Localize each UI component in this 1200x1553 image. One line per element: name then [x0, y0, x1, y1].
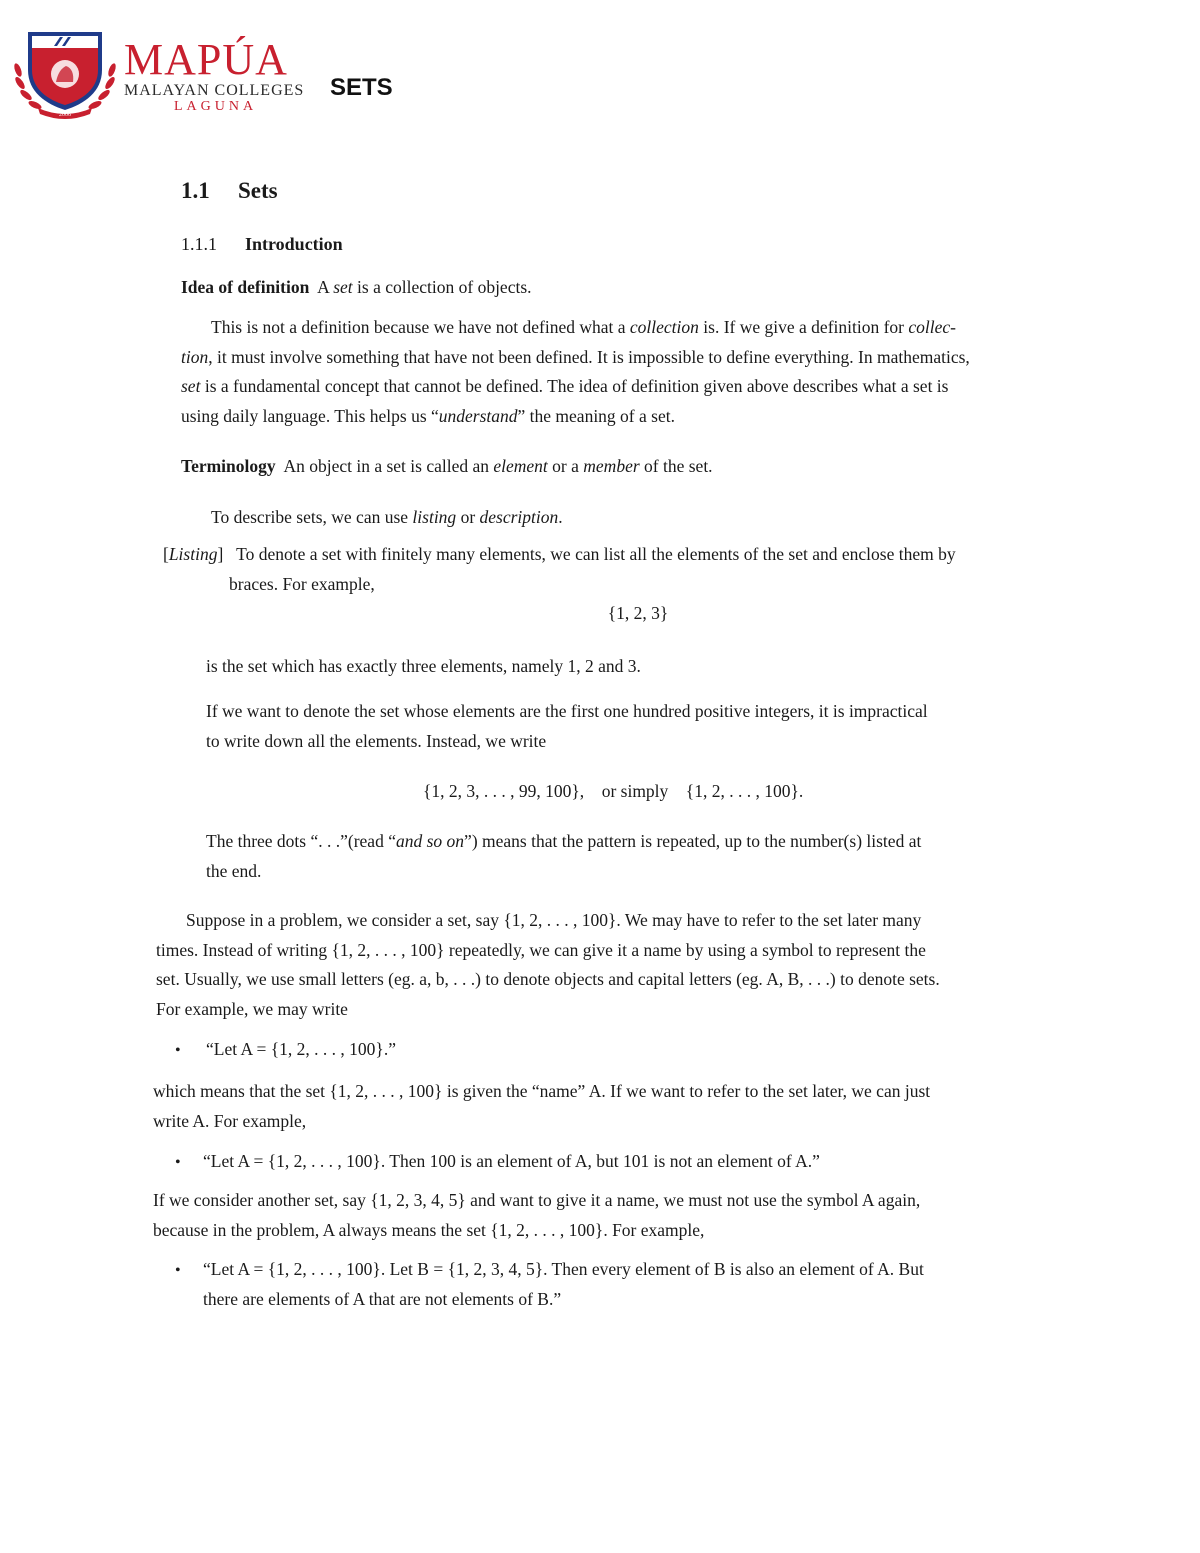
bullet-2-text: “Let A = {1, 2, . . . , 100}. Then 100 is an element of A, but 101 is not an element of A.” [203, 1151, 820, 1171]
describe-sets: To describe sets, we can use listing or description. [211, 507, 563, 527]
bullet-3-line1: “Let A = {1, 2, . . . , 100}. Let B = {1, 2, 3, 4, 5}. Then every element of B is also an element of A. But [203, 1259, 924, 1279]
suppose-line2: times. Instead of writing {1, 2, . . . , 100} repeatedly, we can give it a name by using a symbol to represent the [156, 939, 926, 960]
section-heading [181, 178, 278, 204]
listing-item [163, 540, 1047, 599]
idea-label: Idea of definition [181, 277, 310, 297]
three-dots-line2: the end. [206, 860, 262, 881]
section-number: 1.1 [181, 178, 210, 203]
seal-icon [10, 28, 120, 120]
bullet-3-line2: there are elements of A that are not elements of B.” [203, 1288, 562, 1309]
bullet-glyph: • [175, 1042, 181, 1059]
subsection-number: 1.1.1 [181, 234, 217, 254]
para1-line1: This is not a definition because we have not defined what a collection is. If we give a definition for collec- [211, 317, 956, 337]
suppose-line4: For example, we may write [156, 998, 348, 1019]
another-set-paragraph [153, 1186, 1053, 1245]
listing-line1: [Listing] To denote a set with finitely many elements, we can list all the elements of the set and enclose them by [163, 544, 956, 564]
idea-emphasis: set [333, 277, 353, 297]
which-line1: which means that the set {1, 2, . . . , 100} is given the “name” A. If we want to refer to the set later, we can just [153, 1081, 931, 1101]
bullet-glyph: • [175, 1262, 181, 1279]
bullet-item [175, 1255, 181, 1286]
brand-subtitle: MALAYAN COLLEGES [124, 82, 305, 99]
three-dots-line1: The three dots “. . .”(read “and so on”) means that the pattern is repeated, up to the number(s) listed at [206, 831, 922, 851]
subsection-title: Introduction [245, 234, 343, 254]
another-line1: If we consider another set, say {1, 2, 3, 4, 5} and want to give it a name, we must not use the symbol A again, [153, 1190, 921, 1210]
listing-paragraph-2 [206, 697, 1047, 756]
listing-line2: braces. For example, [229, 573, 375, 594]
idea-of-definition [181, 273, 532, 303]
para1-line2: tion, it must involve something that have not been defined. It is impossible to define everything. In mathematics, [181, 346, 970, 367]
para1-line3: set is a fundamental concept that cannot be defined. The idea of definition given above describes what a set is [181, 376, 949, 396]
formula-set-123: {1, 2, 3} [607, 603, 669, 623]
listing-p2-line1: If we want to denote the set whose elements are the first one hundred positive integers, it is impractical [206, 701, 928, 721]
institution-logo [10, 28, 310, 120]
three-dots-paragraph [206, 827, 1047, 886]
listing-label: Listing [168, 544, 218, 564]
brand-subtitle-campus: LAGUNA [174, 99, 258, 114]
bullet-1-text: “Let A = {1, 2, . . . , 100}.” [206, 1039, 396, 1059]
which-line2: write A. For example, [153, 1110, 307, 1131]
suppose-line3: set. Usually, we use small letters (eg. a, b, . . .) to denote objects and capital letters (eg. A, B, . . .) to denote sets. [156, 969, 940, 989]
terminology-label: Terminology [181, 456, 276, 476]
idea-text-end: is a collection of objects. [352, 277, 532, 297]
brand-wordmark [124, 36, 304, 115]
subsection-heading [181, 234, 343, 255]
para1-line4: using daily language. This helps us “understand” the meaning of a set. [181, 405, 675, 426]
idea-text: A [317, 277, 334, 297]
listing-p2-line2: to write down all the elements. Instead, we write [206, 730, 547, 751]
brand-name: MAPÚA [124, 35, 288, 84]
bullet-item [175, 1035, 181, 1066]
suppose-paragraph [156, 906, 1047, 1024]
bullet-item [175, 1147, 181, 1178]
terminology: Terminology An object in a set is called an element or a member of the set. [181, 456, 713, 476]
suppose-line1: Suppose in a problem, we consider a set, say {1, 2, . . . , 100}. We may have to refer to the set later many [186, 910, 922, 930]
definition-paragraph [181, 313, 1047, 431]
document-title: SETS [330, 74, 393, 101]
which-paragraph [153, 1077, 1053, 1136]
listing-after: is the set which has exactly three elements, namely 1, 2 and 3. [206, 656, 641, 676]
another-line2: because in the problem, A always means the set {1, 2, . . . , 100}. For example, [153, 1219, 705, 1240]
section-title: Sets [238, 178, 278, 203]
bullet-glyph: • [175, 1154, 181, 1171]
bullet-3-text [203, 1255, 1053, 1314]
svg-text:2006: 2006 [59, 112, 71, 118]
formula-set-100: {1, 2, 3, . . . , 99, 100}, or simply {1, 2, . . . , 100}. [423, 781, 804, 801]
